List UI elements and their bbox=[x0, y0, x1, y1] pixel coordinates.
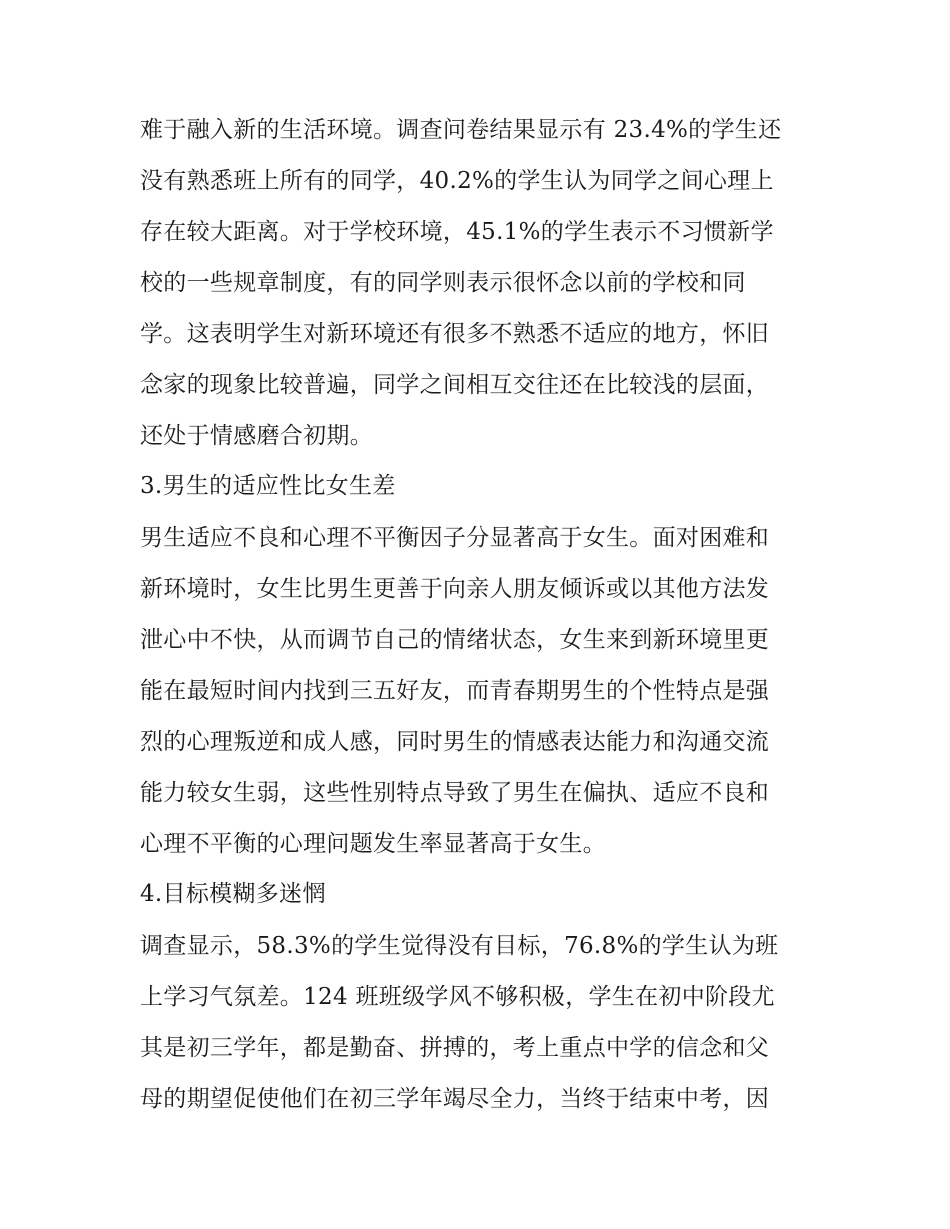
text-line: 新环境时，女生比男生更善于向亲人朋友倾诉或以其他方法发 bbox=[140, 576, 770, 602]
text-line: 心理不平衡的心理问题发生率显著高于女生。 bbox=[140, 831, 606, 857]
text-line: 没有熟悉班上所有的同学，40.2%的学生认为同学之间心理上 bbox=[140, 168, 774, 194]
text-line: 念家的现象比较普遍，同学之间相互交往还在比较浅的层面， bbox=[140, 372, 770, 398]
text-line: 还处于情感磨合初期。 bbox=[140, 423, 373, 449]
text-line: 母的期望促使他们在初三学年竭尽全力，当终于结束中考，因 bbox=[140, 1086, 770, 1112]
text-line: 能力较女生弱，这些性别特点导致了男生在偏执、适应不良和 bbox=[140, 780, 770, 806]
text-line: 调查显示，58.3%的学生觉得没有目标，76.8%的学生认为班 bbox=[140, 933, 779, 959]
text-line: 泄心中不快，从而调节自己的情绪状态，女生来到新环境里更 bbox=[140, 627, 770, 653]
text-line: 上学习气氛差。124 班班级学风不够积极，学生在初中阶段尤 bbox=[140, 984, 775, 1010]
text-line: 烈的心理叛逆和成人感，同时男生的情感表达能力和沟通交流 bbox=[140, 729, 770, 755]
text-line: 男生适应不良和心理不平衡因子分显著高于女生。面对困难和 bbox=[140, 525, 770, 551]
section-heading: 3.男生的适应性比女生差 bbox=[140, 473, 396, 499]
section-heading: 4.目标模糊多迷惘 bbox=[140, 881, 326, 907]
text-line: 能在最短时间内找到三五好友，而青春期男生的个性特点是强 bbox=[140, 678, 770, 704]
text-line: 校的一些规章制度，有的同学则表示很怀念以前的学校和同 bbox=[140, 270, 746, 296]
text-line: 存在较大距离。对于学校环境，45.1%的学生表示不习惯新学 bbox=[140, 219, 774, 245]
text-line: 难于融入新的生活环境。调查问卷结果显示有 23.4%的学生还 bbox=[140, 117, 782, 143]
text-line: 学。这表明学生对新环境还有很多不熟悉不适应的地方，怀旧 bbox=[140, 321, 770, 347]
text-line: 其是初三学年，都是勤奋、拼搏的，考上重点中学的信念和父 bbox=[140, 1035, 770, 1061]
